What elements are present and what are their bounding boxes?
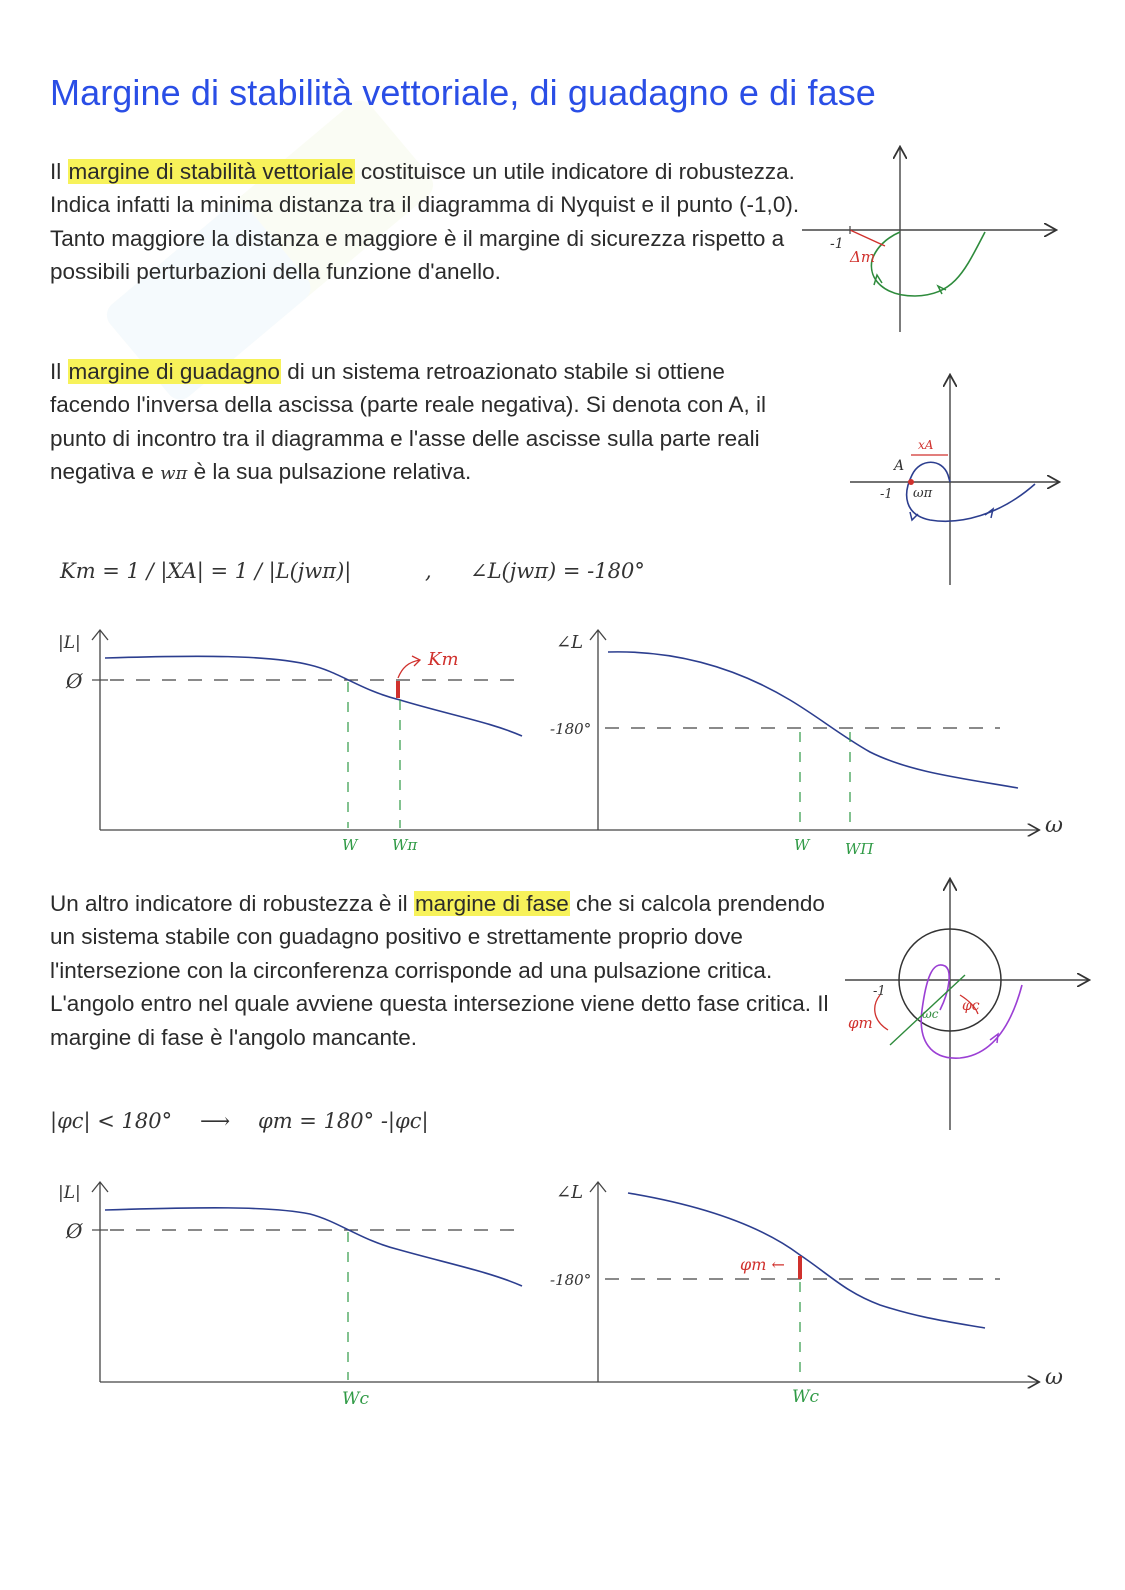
phase-curve xyxy=(608,652,1018,788)
phim-label-bode: φm ← xyxy=(740,1255,785,1274)
point-A xyxy=(908,479,914,485)
bode-phase-2 xyxy=(550,1182,1063,1407)
bode-magnitude-2 xyxy=(58,1182,598,1409)
omega-axis-label-1: ω xyxy=(1045,813,1063,838)
wpi-label-1: Wπ xyxy=(392,836,418,854)
phase-curve-2 xyxy=(628,1193,985,1328)
zero-db-label: Ø xyxy=(66,669,83,693)
A-label: A xyxy=(894,458,905,474)
nyq2-omega-label: ωπ xyxy=(913,486,933,501)
highlight-phase-margin: margine di fase xyxy=(414,891,569,916)
para2-start: Il xyxy=(50,359,68,384)
page-title: Margine di stabilità vettoriale, di guadagno e di fase xyxy=(50,72,876,113)
mag-axis-label-2: |L| xyxy=(58,1183,81,1203)
km-formula: Km = 1 / |XA| = 1 / |L(jwπ)| xyxy=(60,559,352,583)
w-label-2: W xyxy=(794,836,810,854)
wc-label-2: Wc xyxy=(792,1387,819,1407)
highlight-gain-margin: margine di guadagno xyxy=(68,359,280,384)
para3-rest: che si calcola prendendo un sistema stabile con guadagno positivo e strettamente proprio dove l'intersezione con la circonferenza corrisponde ad una pulsazione critica. L'angolo entro nel quale avviene questa intersezione viene detto fase critica. Il margine di fase è l'angolo mancante. xyxy=(50,891,829,1050)
nyquist-diagram-phase xyxy=(845,880,1088,1130)
phase-margin-formula: φm = 180° -|φc| xyxy=(258,1109,429,1133)
phase-condition: |φc| < 180° xyxy=(50,1109,173,1133)
angle-formula: ∠L(jwπ) = -180° xyxy=(470,559,645,583)
km-label: Km xyxy=(428,649,459,670)
phim-label: φm xyxy=(848,1014,873,1032)
delta-m-label: Δm xyxy=(850,248,876,266)
formula-separator: , xyxy=(425,559,432,583)
formula-gain-margin xyxy=(59,559,645,584)
magnitude-curve-2 xyxy=(105,1208,522,1286)
formula-phase-margin xyxy=(50,1109,429,1134)
para3-start: Un altro indicatore di robustezza è il xyxy=(50,891,414,916)
omega-axis-label-2: ω xyxy=(1045,1365,1063,1390)
para2-rest: di un sistema retroazionato stabile si ottiene facendo l'inversa della ascissa (parte reale negativa). Si denota con A, il punto di incontro tra il diagramma e l'asse delle ascisse sulla parte reali negativa e xyxy=(50,359,766,485)
nyq2-minus1-label: -1 xyxy=(880,487,893,502)
nyquist-diagram-vector xyxy=(802,148,1055,332)
wpi-label-2: WΠ xyxy=(845,840,874,858)
phase-axis-label: ∠L xyxy=(556,632,584,653)
omega-pi-symbol: wπ xyxy=(160,463,188,485)
wc-label-1: Wc xyxy=(342,1389,369,1409)
nyq3-minus1-label: -1 xyxy=(873,984,886,999)
bode-phase-1 xyxy=(550,630,1063,858)
highlight-vector-margin: margine di stabilità vettoriale xyxy=(68,159,354,184)
xa-label: xA xyxy=(918,438,934,452)
zero-db-label-2: Ø xyxy=(66,1219,83,1243)
para1-rest: costituisce un utile indicatore di robustezza. Indica infatti la minima distanza tra il diagramma di Nyquist e il punto (-1,0). Tanto maggiore la distanza e maggiore è il margine di sicurezza rispetto a possibili perturbazioni della funzione d'anello. xyxy=(50,159,800,285)
para1-start: Il xyxy=(50,159,68,184)
mag-axis-label: |L| xyxy=(58,633,81,653)
minus180-label: -180° xyxy=(550,720,592,738)
nyquist-diagram-gain xyxy=(850,376,1058,585)
implies-arrow: ⟶ xyxy=(200,1109,231,1133)
wc-label-nyq: ωc xyxy=(922,1007,939,1021)
minus180-label-2: -180° xyxy=(550,1271,592,1289)
delta-m-segment xyxy=(850,230,885,246)
phic-label: φc xyxy=(962,998,980,1014)
nyq1-minus1-label: -1 xyxy=(830,236,844,252)
magnitude-curve xyxy=(105,656,522,736)
nyquist-curve-green xyxy=(871,232,985,296)
phase-axis-label-2: ∠L xyxy=(556,1182,584,1203)
para2-end: è la sua pulsazione relativa. xyxy=(187,459,472,485)
bode-magnitude-1 xyxy=(58,630,598,854)
w-label-1: W xyxy=(342,836,358,854)
